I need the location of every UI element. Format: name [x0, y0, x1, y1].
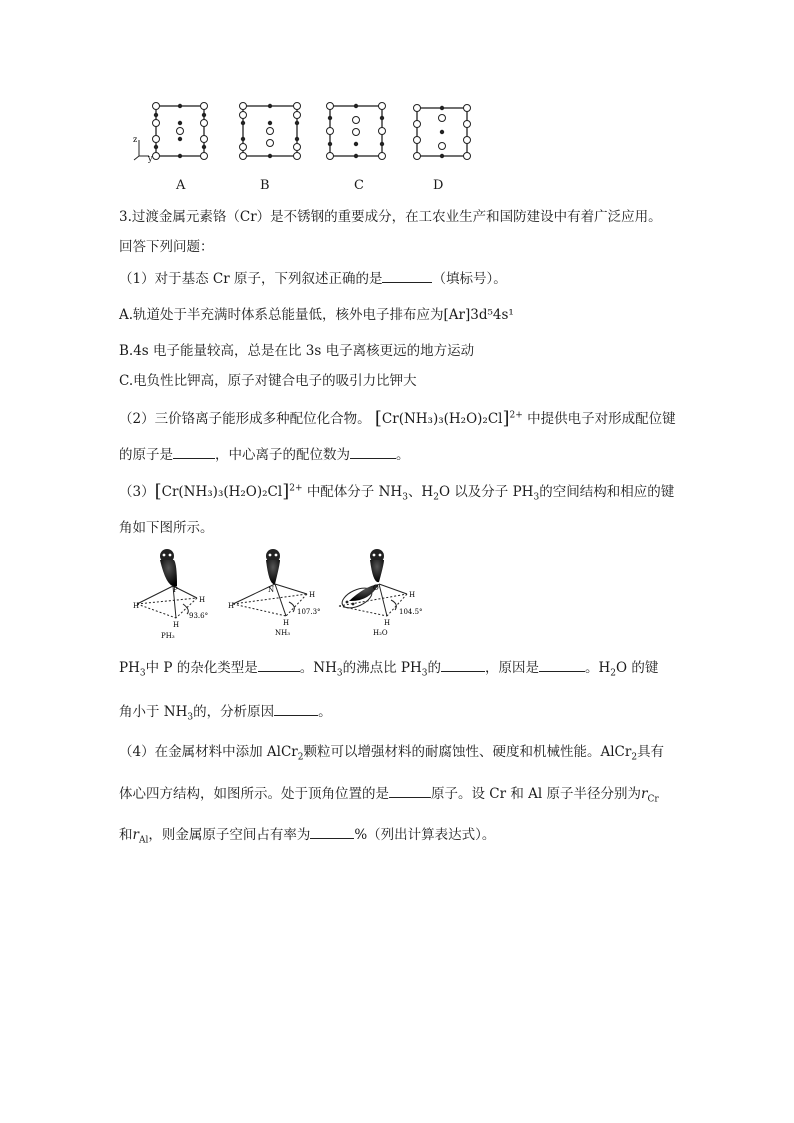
q3-intro-line2: 回答下列问题： [119, 239, 214, 255]
complex-formula: Cr(NH₃)₃(H₂O)₂Cl [381, 411, 503, 427]
answer-blank-3[interactable] [350, 446, 396, 459]
svg-text:H: H [199, 596, 206, 604]
svg-text:H: H [133, 602, 140, 610]
axis-icon [133, 135, 153, 163]
lattice-a [153, 103, 208, 160]
svg-text:N: N [268, 586, 275, 594]
q3-part2-line2c: 。 [396, 447, 410, 463]
nh3-diagram [228, 549, 321, 637]
q3-part2-line2b: ，中心离子的配位数为 [215, 447, 350, 463]
q3-intro-line1: 3.过渡金属元素铬（Cr）是不锈钢的重要成分，在工农业生产和国防建设中有着广泛应用。 [119, 209, 662, 225]
complex-charge-2: 2+ [289, 483, 303, 494]
svg-text:H: H [173, 621, 180, 629]
lattice-c [327, 103, 386, 160]
option-a: A.轨道处于半充满时体系总能量低，核外电子排布应为[Ar]3d⁵4s¹ [119, 307, 514, 323]
q3-part2-prefix: （2）三价铬离子能形成多种配位化合物。 [119, 411, 371, 427]
ph3-diagram [133, 549, 208, 640]
axis-y-label: y [148, 154, 153, 163]
ph3-label: PH₃ [161, 632, 175, 640]
q3-part3-question: $PH_3$中 P 的杂化类型是 。$NH_3$的沸点比 $PH_3$的 ，原因是 。$H_2O$ 的键 [119, 660, 659, 679]
svg-text:H: H [409, 591, 416, 599]
answer-blank-6[interactable] [539, 659, 585, 672]
lattice-b [240, 103, 301, 160]
molecule-diagrams [127, 546, 447, 642]
nh3-angle: 107.3° [297, 608, 321, 616]
h2o-diagram [339, 549, 423, 637]
nh3-label: NH₃ [275, 629, 291, 637]
q3-part3-line2: 角如下图所示。 [119, 520, 214, 536]
svg-text:H: H [384, 619, 391, 627]
svg-text:P: P [173, 586, 178, 594]
answer-blank-7[interactable] [274, 703, 318, 716]
ph3-angle: 93.6° [189, 612, 209, 620]
q3-part3-mid: 中配体分子 NH [306, 484, 403, 500]
answer-blank-1[interactable] [382, 270, 432, 283]
lattice-label-a: A [176, 178, 186, 193]
h2o-label: H₂O [373, 629, 388, 637]
answer-blank-2[interactable] [173, 446, 215, 459]
complex-formula-2: Cr(NH₃)₃(H₂O)₂Cl [161, 484, 283, 500]
q3-part2-suffix: 中提供电子对形成配位键 [527, 411, 676, 427]
lattice-label-b: B [260, 178, 270, 193]
q3-part4-line3: 和$r_{Al}$，则金属原子空间占有率为 %（列出计算表达式）。 [119, 827, 496, 846]
option-b: B.4s 电子能量较高，总是在比 3s 电子离核更远的地方运动 [119, 343, 475, 359]
axis-z-label: z [133, 135, 138, 144]
q3-part3: $(3)[Cr(NH_3)_3(H_2O)_2Cl]^{2+}$ 中配体分子 $NH_3$、$H_2O$ 以及分子 $PH_3$的空间结构和相应的键 [119, 481, 675, 503]
lattice-d [414, 105, 471, 160]
svg-text:O: O [373, 584, 379, 592]
h2o-angle: 104.5° [399, 608, 423, 616]
answer-blank-5[interactable] [441, 659, 485, 672]
lattice-label-c: C [354, 178, 364, 193]
answer-blank-8[interactable] [389, 785, 431, 798]
q3-part4-line2: 体心四方结构，如图所示。处于顶角位置的是 原子。设 Cr 和 Al 原子半径分别为$r_{Cr}$ [119, 786, 659, 805]
q3-part1-suffix: （填标号）。 [432, 271, 507, 287]
q3-part2-line2 [119, 446, 410, 464]
q3-part3-prefix: （3） [119, 484, 155, 500]
svg-text:H: H [309, 591, 316, 599]
svg-text:H: H [283, 619, 290, 627]
q3-part4: （4）在金属材料中添加 AlCr$_2$颗粒可以增强材料的耐腐蚀性、硬度和机械性能。AlCr$_2$具有 [119, 744, 665, 763]
svg-text:H: H [228, 602, 235, 610]
q3-part2-line2a: 的原子是 [119, 447, 173, 463]
complex-charge: 2+ [509, 410, 523, 421]
lattice-label-d: D [433, 178, 444, 193]
answer-blank-9[interactable] [310, 826, 354, 839]
q3-part1 [119, 270, 507, 288]
option-c: C.电负性比钾高，原子对键合电子的吸引力比钾大 [119, 373, 417, 389]
answer-blank-4[interactable] [258, 659, 300, 672]
q3-part2: （2）三价铬离子能形成多种配位化合物。 $[Cr(NH_3)_3(H_2O)_2Cl]^{2+}$ 中提供电子对形成配位键 [119, 408, 676, 429]
q3-part1-prefix: （1）对于基态 Cr 原子，下列叙述正确的是 [119, 271, 383, 287]
q3-part3-question-line2: 角小于 $NH_3$的，分析原因 。 [119, 704, 332, 723]
